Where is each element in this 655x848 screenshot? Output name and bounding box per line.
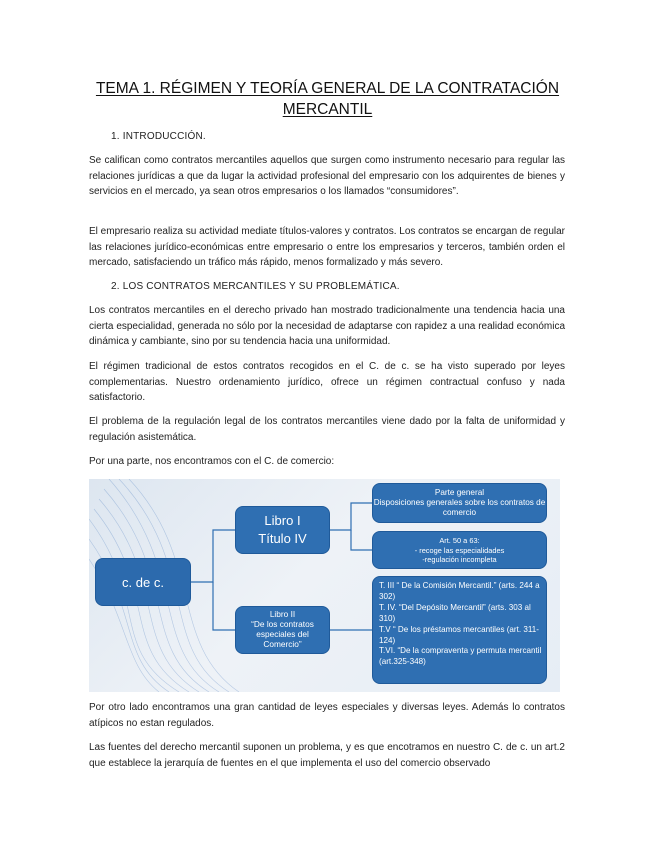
libro2-subtitle: “De los contratos especiales del Comercio” <box>251 619 314 649</box>
paragraph-1: Se califican como contratos mercantiles aquellos que surgen como instrumento necesario para regular las relaciones jurídicas a que da lugar la actividad profesional del empresario con los adquirentes de bienes y servicios en el mercado, ya sean otros empresarios o los llamados “consumidores”. <box>89 155 565 198</box>
titulo-item: T.V “ De los préstamos mercantiles (art. 311-124) <box>379 624 539 645</box>
libro2-label: Libro II <box>269 609 296 619</box>
paragraph-4: El régimen tradicional de estos contratos recogidos en el C. de c. se ha visto superado por leyes complementarias. Nuestro ordenamiento jurídico, ofrece un régimen contractual confuso y nada satisfactorio. <box>89 361 565 404</box>
paragraph-6: Por una parte, nos encontramos con el C. de comercio: <box>89 456 335 467</box>
titulo-item: T. IV. “Del Depósito Mercantil” (arts. 303 al 310) <box>379 602 531 623</box>
parte-general-text: Disposiciones generales sobre los contratos de comercio <box>373 498 546 517</box>
paragraph-7: Por otro lado encontramos una gran cantidad de leyes especiales y diversas leyes. Además lo contratos atípicos no estan regulados. <box>89 702 565 729</box>
node-articulos <box>372 531 547 569</box>
section-heading-contratos: 2. LOS CONTRATOS MERCANTILES Y SU PROBLEMÁTICA. <box>111 281 400 292</box>
titulo-item: T. III “ De la Comisión Mercantil.” (arts. 244 a 302) <box>379 581 540 601</box>
parte-general-title: Parte general <box>434 488 485 497</box>
paragraph-8: Las fuentes del derecho mercantil suponen un problema, y es que encotramos en nuestro C. de c. un art.2 que establece la jerarquía de fuentes en el que implementa el uso del comercio observado <box>89 742 565 769</box>
paragraph-5: El problema de la regulación legal de los contratos mercantiles viene dado por la falta de uniformidad y regulación asistemática. <box>89 416 565 443</box>
libro1-titulo: Título IV <box>258 531 307 546</box>
node-titulos-libro-2 <box>372 576 547 684</box>
libro1-label: Libro I <box>264 513 301 528</box>
art-regulacion: -regulación incompleta <box>422 555 497 565</box>
paragraph-3: Los contratos mercantiles en el derecho privado han mostrado tradicionalmente una tendencia hacia una cierta especialidad, generada no sólo por la necesidad de adaptarse con rapidez a una realidad económica dinámica y cambiante, sino por su tendencia hacia una uniformidad. <box>89 305 565 348</box>
section-heading-introduccion: 1. INTRODUCCIÓN. <box>111 131 206 142</box>
art-especialidades: - recoge las especialidades <box>414 545 505 555</box>
node-libro-1 <box>235 506 330 554</box>
node-libro-2 <box>235 606 330 654</box>
node-codigo-comercio: c. de c. <box>95 558 191 606</box>
paragraph-2: El empresario realiza su actividad mediate títulos-valores y contratos. Los contratos se encargan de regular las relaciones jurídico-económicas entre empresario o entre los empresarios y terceros, también orden el mercado, satisfaciendo un tráfico más rápido, menos formalizado y más severo. <box>89 226 565 269</box>
art-range: Art. 50 a 63: <box>439 536 480 545</box>
titulo-item: T.VI. “De la compraventa y permuta mercantil (art.325-348) <box>379 646 542 667</box>
document-title: TEMA 1. RÉGIMEN Y TEORÍA GENERAL DE LA CONTRATACIÓN MERCANTIL <box>95 80 560 118</box>
codigo-comercio-diagram <box>89 479 560 692</box>
node-parte-general <box>372 483 547 523</box>
